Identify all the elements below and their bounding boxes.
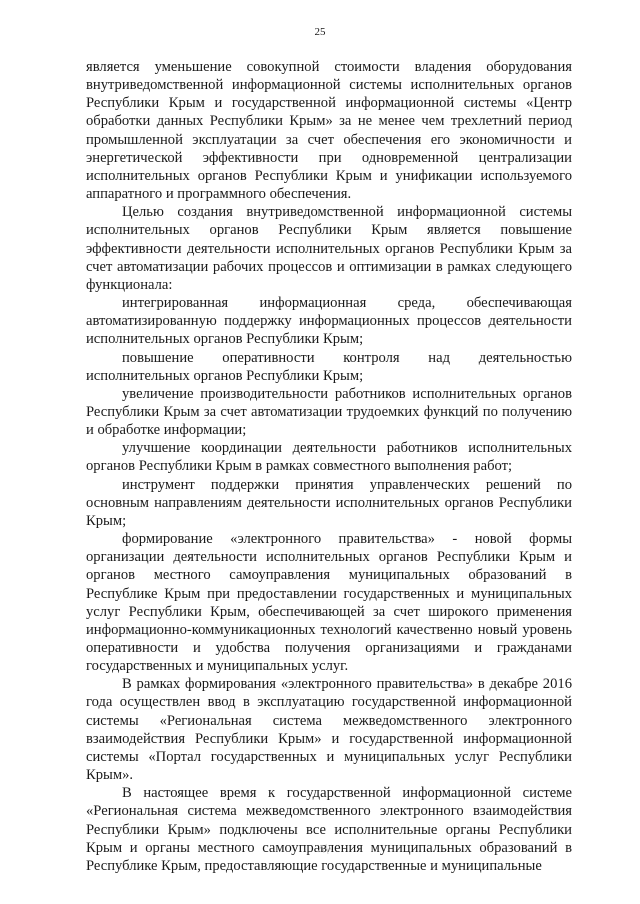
list-item-coordination: улучшение координации деятельности работников исполнительных органов Республики Крым в рамках совместного выполнения работ; [86,440,572,475]
list-item-integrated-environment: интегрированная информационная среда, обеспечивающая автоматизированную поддержку информационных процессов деятельности исполнительных органов Республики Крым; [86,295,572,348]
paragraph-tco-reduction: является уменьшение совокупной стоимости владения оборудования внутриведомственной информационной системы исполнительных органов Республики Крым и государственной информационной системы «Центр обработки данных Республики Крым» за не менее чем трехлетний период промышленной эксплуатации за счет обеспечения его экономичности и энергетической эффективности при одновременной централизации исполнительных органов Республики Крым и унификации используемого аппаратного и программного обеспечения. [86,59,572,203]
list-item-control-efficiency: повышение оперативности контроля над деятельностью исполнительных органов Республики Крым; [86,349,572,384]
document-body [86,58,572,875]
paragraph-e-government-launch: В рамках формирования «электронного правительства» в декабре 2016 года осуществлен ввод в эксплуатацию государственной информационной системы «Региональная система межведомственного электронного взаимодействия Республики Крым» и государственной информационной системы «Портал государственных и муниципальных услуг Республики Крым». [86,676,572,784]
page-number: 25 [314,26,326,38]
paragraph-current-connections: В настоящее время к государственной информационной системе «Региональная система межведомственного электронного взаимодействия Республики Крым» подключены все исполнительные органы Республики Крым и органы местного самоуправления муниципальных образований в Республике Крым, предоставляющие государственные и муниципальные [86,785,572,874]
list-item-decision-support: инструмент поддержки принятия управленческих решений по основным направлениям деятельности исполнительных органов Республики Крым; [86,476,572,529]
scan-artifact-mark [316,842,334,859]
list-item-productivity: увеличение производительности работников исполнительных органов Республики Крым за счет автоматизации трудоемких функций по получению и обработке информации; [86,385,572,439]
paragraph-system-goal: Целью создания внутриведомственной информационной системы исполнительных органов Республики Крым является повышение эффективности деятельности исполнительных органов Республики Крым за счет автоматизации рабочих процессов и оптимизации в рамках следующего функционала: [86,204,572,293]
list-item-e-government: формирование «электронного правительства» - новой формы организации деятельности исполнительных органов Республики Крым и органов местного самоуправления муниципальных образований в Республике Крым при предоставлении государственных и муниципальных услуг Республики Крым, обеспечивающей за счет широкого применения информационно-коммуникационных технологий качественно новый уровень оперативности и удобства получения организациями и гражданами государственных и муниципальных услуг. [86,531,572,675]
